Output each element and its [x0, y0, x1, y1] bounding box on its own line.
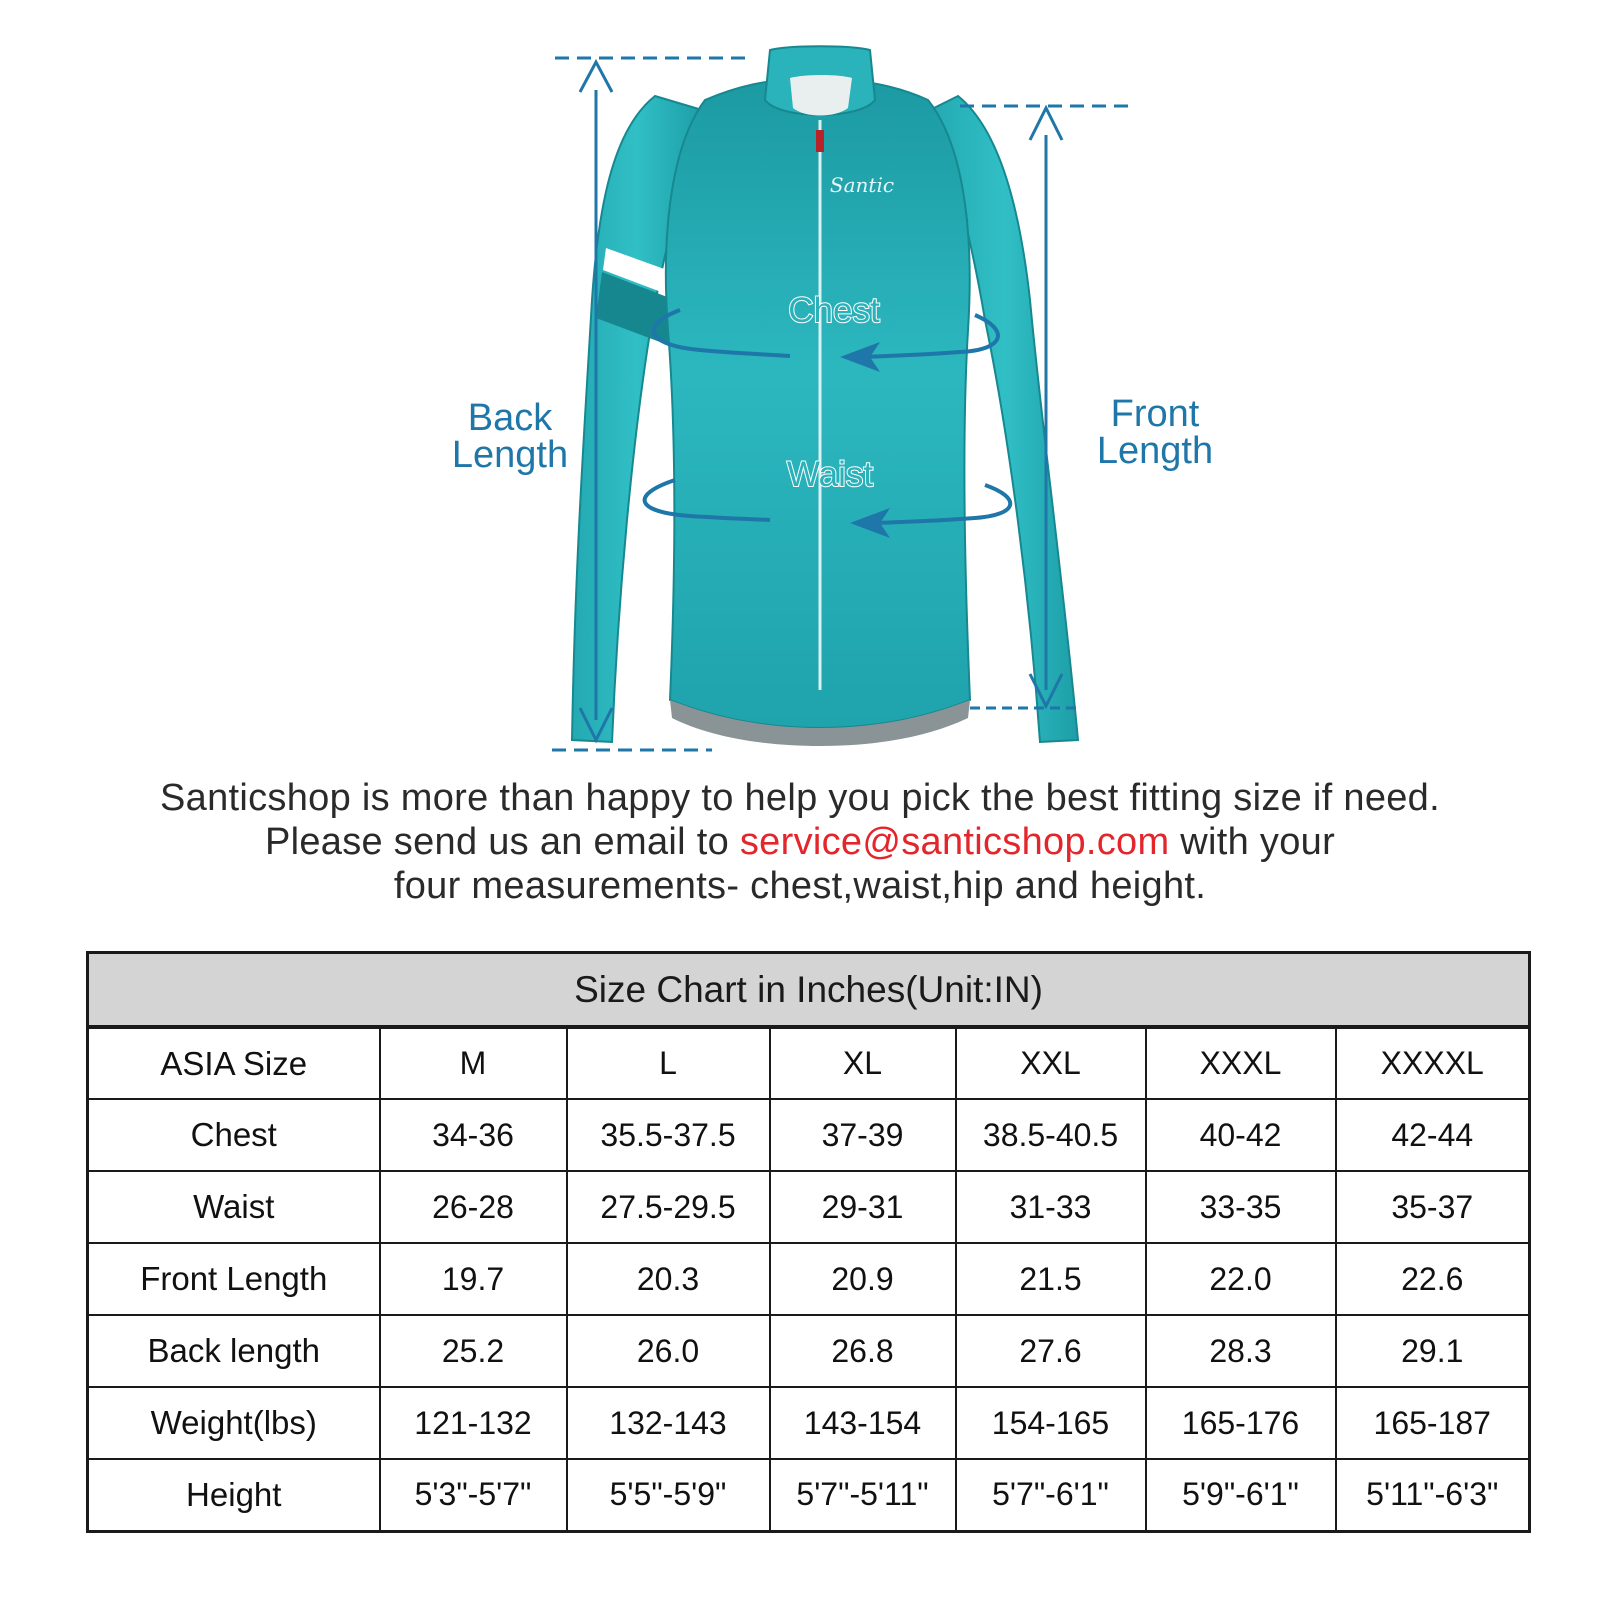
- table-cell: 35.5-37.5: [567, 1099, 770, 1171]
- table-cell: 165-176: [1146, 1387, 1336, 1459]
- chest-label: Chest: [788, 291, 880, 330]
- table-cell: 37-39: [770, 1099, 956, 1171]
- table-cell: 29.1: [1336, 1315, 1530, 1387]
- table-cell: 165-187: [1336, 1387, 1530, 1459]
- table-cell: 26.8: [770, 1315, 956, 1387]
- table-cell: 29-31: [770, 1171, 956, 1243]
- table-cell: 27.6: [956, 1315, 1146, 1387]
- table-cell: 34-36: [380, 1099, 567, 1171]
- table-cell: 143-154: [770, 1387, 956, 1459]
- table-row: [88, 1171, 1530, 1243]
- back-length-label: Back Length: [451, 397, 569, 476]
- table-cell: 154-165: [956, 1387, 1146, 1459]
- row-label: Front Length: [88, 1243, 380, 1315]
- table-row: [88, 1459, 1530, 1531]
- size-chart-table: [86, 951, 1531, 1533]
- table-cell: 19.7: [380, 1243, 567, 1315]
- collar-inner: [790, 75, 852, 116]
- table-cell: L: [567, 1027, 770, 1099]
- jersey-illustration: [0, 0, 1600, 770]
- table-cell: 33-35: [1146, 1171, 1336, 1243]
- table-row: [88, 1387, 1530, 1459]
- waist-label: Waist: [786, 455, 874, 494]
- row-label: Chest: [88, 1099, 380, 1171]
- table-cell: 22.0: [1146, 1243, 1336, 1315]
- table-row: [88, 1243, 1530, 1315]
- jersey-body: [666, 80, 970, 728]
- row-label: ASIA Size: [88, 1027, 380, 1099]
- jersey-measurement-figure: [0, 0, 1600, 770]
- table-row: [88, 1099, 1530, 1171]
- table-cell: XXXL: [1146, 1027, 1336, 1099]
- message-line-2: Please send us an email to service@santicshop.com with your: [264, 821, 1336, 863]
- front-length-label: Front Length: [1096, 393, 1214, 472]
- row-label: Weight(lbs): [88, 1387, 380, 1459]
- brand-mark: Santic: [829, 173, 895, 197]
- table-cell: 26.0: [567, 1315, 770, 1387]
- table-cell: 21.5: [956, 1243, 1146, 1315]
- table-cell: XXL: [956, 1027, 1146, 1099]
- row-label: Waist: [88, 1171, 380, 1243]
- table-row: [88, 1027, 1530, 1099]
- table-cell: 5'7"-5'11": [770, 1459, 956, 1531]
- row-label: Height: [88, 1459, 380, 1531]
- table-cell: 27.5-29.5: [567, 1171, 770, 1243]
- zipper-pull: [816, 130, 824, 152]
- table-cell: 35-37: [1336, 1171, 1530, 1243]
- size-chart-caption: Size Chart in Inches(Unit:IN): [88, 953, 1530, 1028]
- table-cell: 28.3: [1146, 1315, 1336, 1387]
- support-email-link[interactable]: service@santicshop.com: [739, 821, 1170, 863]
- table-row: [88, 1315, 1530, 1387]
- message-line-3: four measurements- chest,waist,hip and height.: [393, 865, 1207, 907]
- row-label: Back length: [88, 1315, 380, 1387]
- table-cell: M: [380, 1027, 567, 1099]
- table-cell: 20.3: [567, 1243, 770, 1315]
- table-cell: 5'9"-6'1": [1146, 1459, 1336, 1531]
- table-cell: 5'11"-6'3": [1336, 1459, 1530, 1531]
- table-cell: 132-143: [567, 1387, 770, 1459]
- message-line-1: Santicshop is more than happy to help you pick the best fitting size if need.: [160, 777, 1440, 819]
- back-length-arrow-up: [580, 62, 612, 92]
- help-message: [0, 776, 1600, 908]
- table-cell: 121-132: [380, 1387, 567, 1459]
- table-cell: 5'5"-5'9": [567, 1459, 770, 1531]
- size-chart-body: [88, 1027, 1530, 1531]
- table-cell: XL: [770, 1027, 956, 1099]
- table-cell: 40-42: [1146, 1099, 1336, 1171]
- table-cell: 31-33: [956, 1171, 1146, 1243]
- table-cell: 38.5-40.5: [956, 1099, 1146, 1171]
- table-cell: 42-44: [1336, 1099, 1530, 1171]
- table-cell: 5'3"-5'7": [380, 1459, 567, 1531]
- table-cell: 20.9: [770, 1243, 956, 1315]
- table-cell: 5'7"-6'1": [956, 1459, 1146, 1531]
- table-cell: 26-28: [380, 1171, 567, 1243]
- table-cell: 25.2: [380, 1315, 567, 1387]
- table-cell: XXXXL: [1336, 1027, 1530, 1099]
- table-cell: 22.6: [1336, 1243, 1530, 1315]
